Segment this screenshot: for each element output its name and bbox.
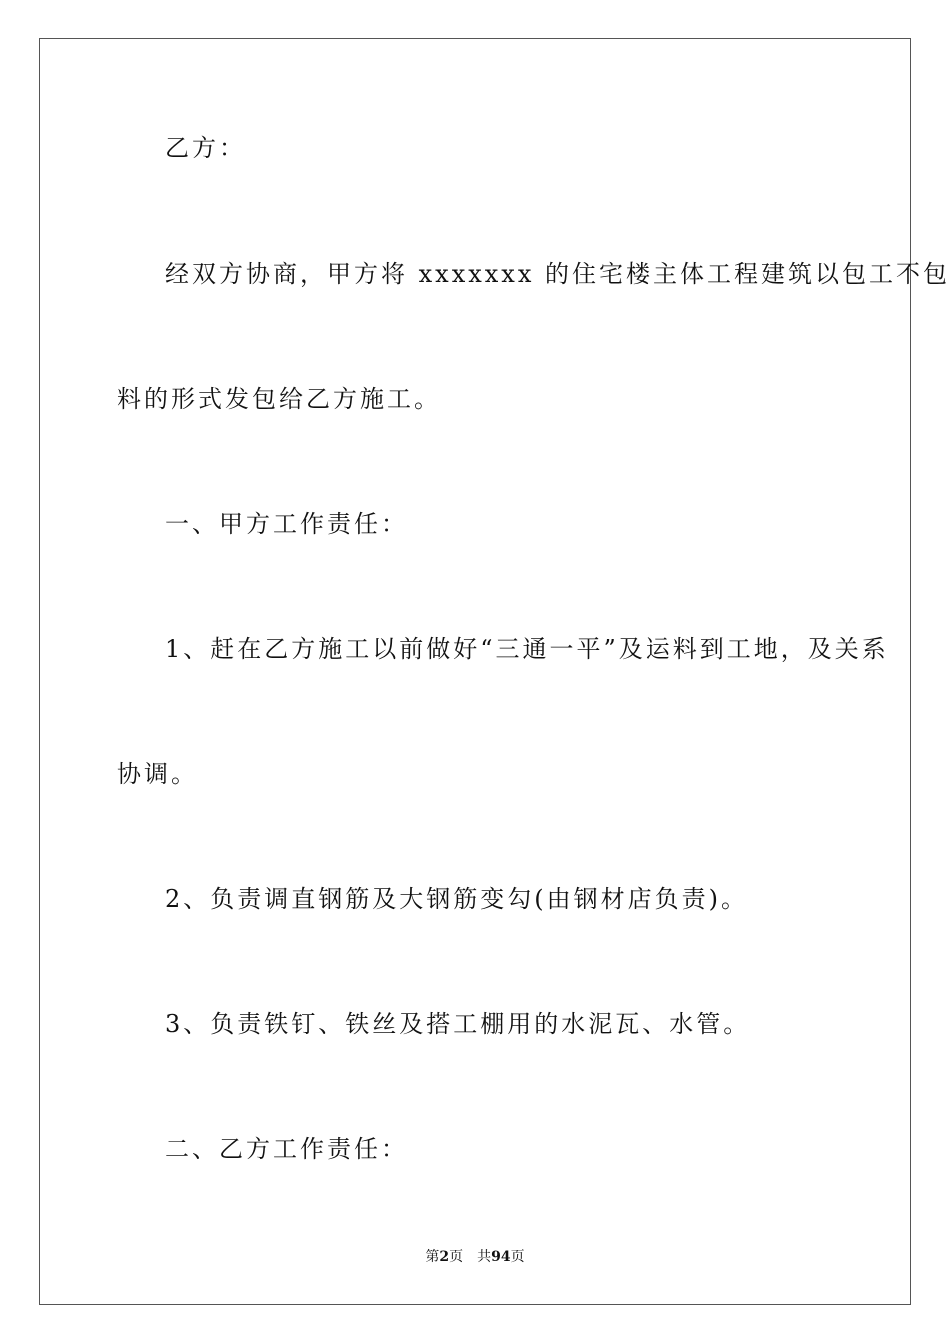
clause-3: 3、负责铁钉、铁丝及搭工棚用的水泥瓦、水管。 <box>165 1010 751 1038</box>
page-suffix: 页 <box>449 1249 464 1265</box>
agreement-paragraph-line-1: 经双方协商，甲方将 xxxxxxx 的住宅楼主体工程建筑以包工不包 <box>165 260 950 288</box>
clause-2: 2、负责调直钢筋及大钢筋变勾(由钢材店负责)。 <box>165 885 748 913</box>
page-prefix: 第 <box>425 1249 440 1265</box>
section-heading-party-a: 一、甲方工作责任： <box>165 510 408 538</box>
page-number: 2 <box>439 1249 450 1265</box>
total-suffix: 页 <box>510 1249 525 1265</box>
clause-1-line-2: 协调。 <box>117 760 198 788</box>
total-pages: 94 <box>491 1249 511 1265</box>
total-prefix: 共 <box>477 1249 492 1265</box>
page-footer <box>0 1248 950 1266</box>
page-border <box>39 38 911 1305</box>
clause-1-line-1: 1、赶在乙方施工以前做好“三通一平”及运料到工地，及关系 <box>165 635 889 663</box>
agreement-paragraph-line-2: 料的形式发包给乙方施工。 <box>117 385 441 413</box>
party-b-line: 乙方： <box>165 134 246 162</box>
section-heading-party-b: 二、乙方工作责任： <box>165 1135 408 1163</box>
